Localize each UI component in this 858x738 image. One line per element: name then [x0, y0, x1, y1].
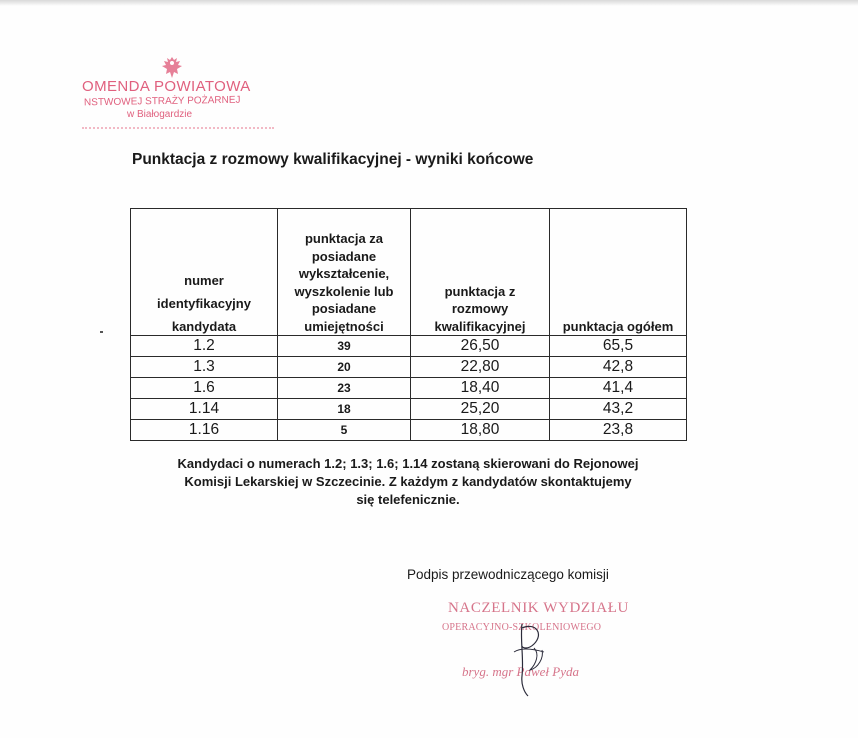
cell-education-points: 39 — [278, 336, 411, 357]
note-line-2: Komisji Lekarskiej w Szczecinie. Z każdym z kandydatów skontaktujemy — [184, 474, 632, 489]
header-line: kwalifikacyjnej — [434, 318, 526, 334]
scan-top-edge — [0, 0, 858, 6]
header-candidate-id — [131, 209, 278, 336]
cell-candidate-id: 1.14 — [131, 399, 278, 420]
scan-speck — [100, 331, 103, 333]
header-line: wykształcenie, — [298, 266, 390, 281]
referral-note — [128, 455, 688, 509]
stamp-line-1: OMENDA POWIATOWA — [82, 78, 251, 95]
cell-education-points: 5 — [278, 420, 411, 441]
eagle-emblem-icon — [161, 56, 183, 80]
institution-stamp — [80, 56, 280, 136]
header-interview-points — [411, 209, 550, 336]
cell-interview-points: 18,40 — [411, 378, 550, 399]
header-line: wyszkolenie lub — [294, 283, 394, 299]
header-line: numer — [184, 272, 224, 288]
cell-total-points: 41,4 — [550, 378, 687, 399]
header-line: posiadane — [311, 301, 377, 316]
cell-interview-points: 18,80 — [411, 420, 550, 441]
header-education-points — [278, 209, 411, 336]
cell-education-points: 20 — [278, 357, 411, 378]
stamp-title: NACZELNIK WYDZIAŁU — [448, 600, 629, 616]
table-row — [131, 378, 687, 399]
page-title: Punktacja z rozmowy kwalifikacyjnej - wyniki końcowe — [132, 151, 534, 168]
stamp-line-3: w Białogardzie — [127, 109, 193, 120]
cell-candidate-id: 1.6 — [131, 378, 278, 399]
cell-total-points: 43,2 — [550, 399, 687, 420]
stamp-line-4 — [82, 121, 274, 129]
cell-candidate-id: 1.16 — [131, 420, 278, 441]
table-header-row — [131, 209, 687, 336]
header-line: kandydata — [171, 318, 237, 334]
table-row — [131, 420, 687, 441]
table-row — [131, 336, 687, 357]
table-row — [131, 357, 687, 378]
table-row — [131, 399, 687, 420]
cell-total-points: 23,8 — [550, 420, 687, 441]
cell-education-points: 18 — [278, 399, 411, 420]
cell-total-points: 65,5 — [550, 336, 687, 357]
stamp-name: bryg. mgr Paweł Pyda — [462, 664, 579, 679]
header-line: punktacja za — [304, 231, 384, 246]
cell-interview-points: 25,20 — [411, 399, 550, 420]
header-line: rozmowy — [451, 301, 509, 316]
header-line: posiadane — [311, 248, 377, 264]
cell-interview-points: 22,80 — [411, 357, 550, 378]
cell-total-points: 42,8 — [550, 357, 687, 378]
cell-candidate-id: 1.2 — [131, 336, 278, 357]
signature-label: Podpis przewodniczącego komisji — [407, 567, 609, 582]
header-total-points — [550, 209, 687, 336]
note-line-3: się telefenicznie. — [356, 492, 460, 507]
results-table — [130, 208, 687, 441]
header-line: identyfikacyjny — [157, 295, 251, 311]
stamp-department: OPERACYJNO-SZKOLENIOWEGO — [442, 622, 602, 633]
header-line: umiejętności — [304, 318, 384, 334]
cell-interview-points: 26,50 — [411, 336, 550, 357]
cell-candidate-id: 1.3 — [131, 357, 278, 378]
cell-education-points: 23 — [278, 378, 411, 399]
header-line: punktacja ogółem — [562, 318, 674, 334]
header-line: punktacja z — [444, 283, 516, 299]
stamp-line-2: NSTWOWEJ STRAŻY POŻARNEJ — [83, 94, 241, 109]
note-line-1: Kandydaci o numerach 1.2; 1.3; 1.6; 1.14 zostaną skierowani do Rejonowej — [177, 456, 639, 471]
handwritten-signature — [500, 618, 570, 698]
